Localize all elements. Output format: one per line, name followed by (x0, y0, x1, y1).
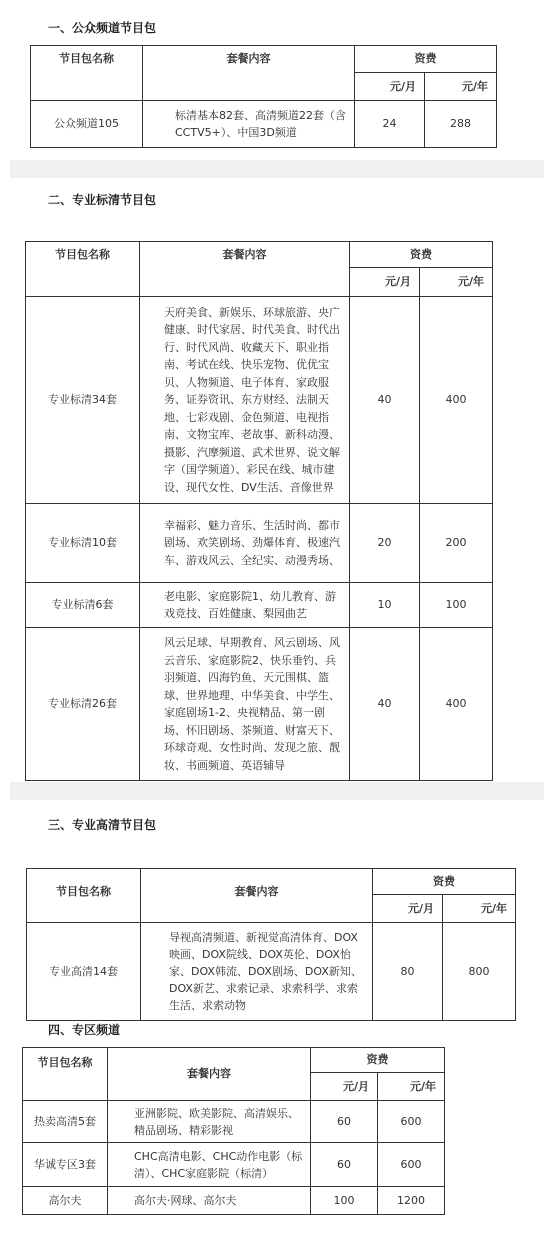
col-header-monthly: 元/月 (311, 1073, 378, 1101)
package-content: 老电影、家庭影院1、幼儿教育、游戏竞技、百姓健康、梨园曲艺 (140, 583, 350, 628)
price-yearly: 400 (420, 628, 493, 781)
col-header-content: 套餐内容 (141, 869, 373, 923)
price-monthly: 40 (350, 628, 420, 781)
package-content: 风云足球、早期教育、风云剧场、风云音乐、家庭影院2、快乐垂钓、兵羽频道、四海钓鱼、天元围棋、篮球、世界地理、中华美食、中学生、家庭剧场1-2、央视精品、第一剧场、怀旧剧场、茶频道、财富天下、环球奇观、女性时尚、发现之旅、靓妆、书画频道、英语辅导 (140, 628, 350, 781)
price-yearly: 1200 (378, 1187, 445, 1215)
price-monthly: 10 (350, 583, 420, 628)
package-name: 热卖高清5套 (23, 1101, 108, 1143)
price-yearly: 100 (420, 583, 493, 628)
table-row (26, 583, 493, 628)
package-content: 导视高清频道、新视觉高清体育、DOX映画、DOX院线、DOX英伦、DOX怡家、DOX韩流、DOX剧场、DOX新知、DOX新艺、求索记录、求索科学、求索生活、求索动物 (141, 923, 373, 1021)
col-header-fee: 资费 (373, 869, 516, 895)
section-title: 四、专区频道 (48, 1023, 121, 1037)
col-header-name: 节目包名称 (31, 46, 143, 101)
table-row (26, 628, 493, 781)
package-table-hd (26, 868, 516, 1021)
package-name: 专业标清10套 (26, 504, 140, 583)
price-yearly: 200 (420, 504, 493, 583)
col-header-name: 节目包名称 (23, 1048, 108, 1101)
table-row (23, 1143, 445, 1187)
package-name: 专业高清14套 (27, 923, 141, 1021)
package-name: 高尔夫 (23, 1187, 108, 1215)
table-row (31, 101, 497, 148)
price-monthly: 40 (350, 297, 420, 504)
price-monthly: 24 (355, 101, 425, 148)
section-divider (10, 160, 544, 178)
package-content: 亚洲影院、欧美影院、高清娱乐、精品剧场、精彩影视 (108, 1101, 311, 1143)
package-table-public (30, 45, 497, 148)
table-row (23, 1101, 445, 1143)
package-name: 华诚专区3套 (23, 1143, 108, 1187)
table-row (27, 923, 516, 1021)
package-name: 公众频道105 (31, 101, 143, 148)
section-divider (10, 782, 544, 800)
package-content: CHC高清电影、CHC动作电影（标清）、CHC家庭影院（标清） (108, 1143, 311, 1187)
price-yearly: 600 (378, 1101, 445, 1143)
package-content: 标清基本82套、高清频道22套（含CCTV5+）、中国3D频道 (143, 101, 355, 148)
section-title: 三、专业高清节目包 (48, 818, 157, 832)
price-monthly: 80 (373, 923, 443, 1021)
col-header-yearly: 元/年 (378, 1073, 445, 1101)
col-header-monthly: 元/月 (373, 895, 443, 923)
section-title: 一、公众频道节目包 (48, 21, 157, 35)
package-content: 幸福彩、魅力音乐、生活时尚、都市剧场、欢笑剧场、劲爆体育、极速汽车、游戏风云、全纪实、动漫秀场、 (140, 504, 350, 583)
col-header-content: 套餐内容 (140, 242, 350, 297)
col-header-yearly: 元/年 (425, 73, 497, 101)
price-monthly: 100 (311, 1187, 378, 1215)
package-table-sd (25, 241, 493, 781)
col-header-monthly: 元/月 (350, 268, 420, 297)
price-yearly: 400 (420, 297, 493, 504)
section-title: 二、专业标清节目包 (48, 193, 157, 207)
price-monthly: 60 (311, 1143, 378, 1187)
col-header-content: 套餐内容 (108, 1048, 311, 1101)
package-content: 天府美食、新娱乐、环球旅游、央广健康、时代家居、时代美食、时代出行、时代风尚、收藏天下、职业指南、考试在线、快乐宠物、优优宝贝、人物频道、电子体育、家政服务、证券资讯、东方财经、法制天地、七彩戏剧、金色频道、电视指南、文物宝库、老故事、新科动漫、摄影、汽摩频道、武术世界、说文解字（国学频道）、彩民在线、城市建设、现代女性、DV生活、音像世界 (140, 297, 350, 504)
package-name: 专业标清34套 (26, 297, 140, 504)
price-monthly: 20 (350, 504, 420, 583)
price-yearly: 800 (443, 923, 516, 1021)
package-name: 专业标清26套 (26, 628, 140, 781)
package-table-zone (22, 1047, 445, 1215)
col-header-name: 节目包名称 (26, 242, 140, 297)
col-header-fee: 资费 (311, 1048, 445, 1073)
price-yearly: 600 (378, 1143, 445, 1187)
col-header-yearly: 元/年 (420, 268, 493, 297)
col-header-content: 套餐内容 (143, 46, 355, 101)
table-row (23, 1187, 445, 1215)
col-header-yearly: 元/年 (443, 895, 516, 923)
price-monthly: 60 (311, 1101, 378, 1143)
package-content: 高尔夫·网球、高尔夫 (108, 1187, 311, 1215)
package-name: 专业标清6套 (26, 583, 140, 628)
col-header-fee: 资费 (350, 242, 493, 268)
price-yearly: 288 (425, 101, 497, 148)
table-row (26, 504, 493, 583)
table-row (26, 297, 493, 504)
col-header-name: 节目包名称 (27, 869, 141, 923)
col-header-fee: 资费 (355, 46, 497, 73)
col-header-monthly: 元/月 (355, 73, 425, 101)
